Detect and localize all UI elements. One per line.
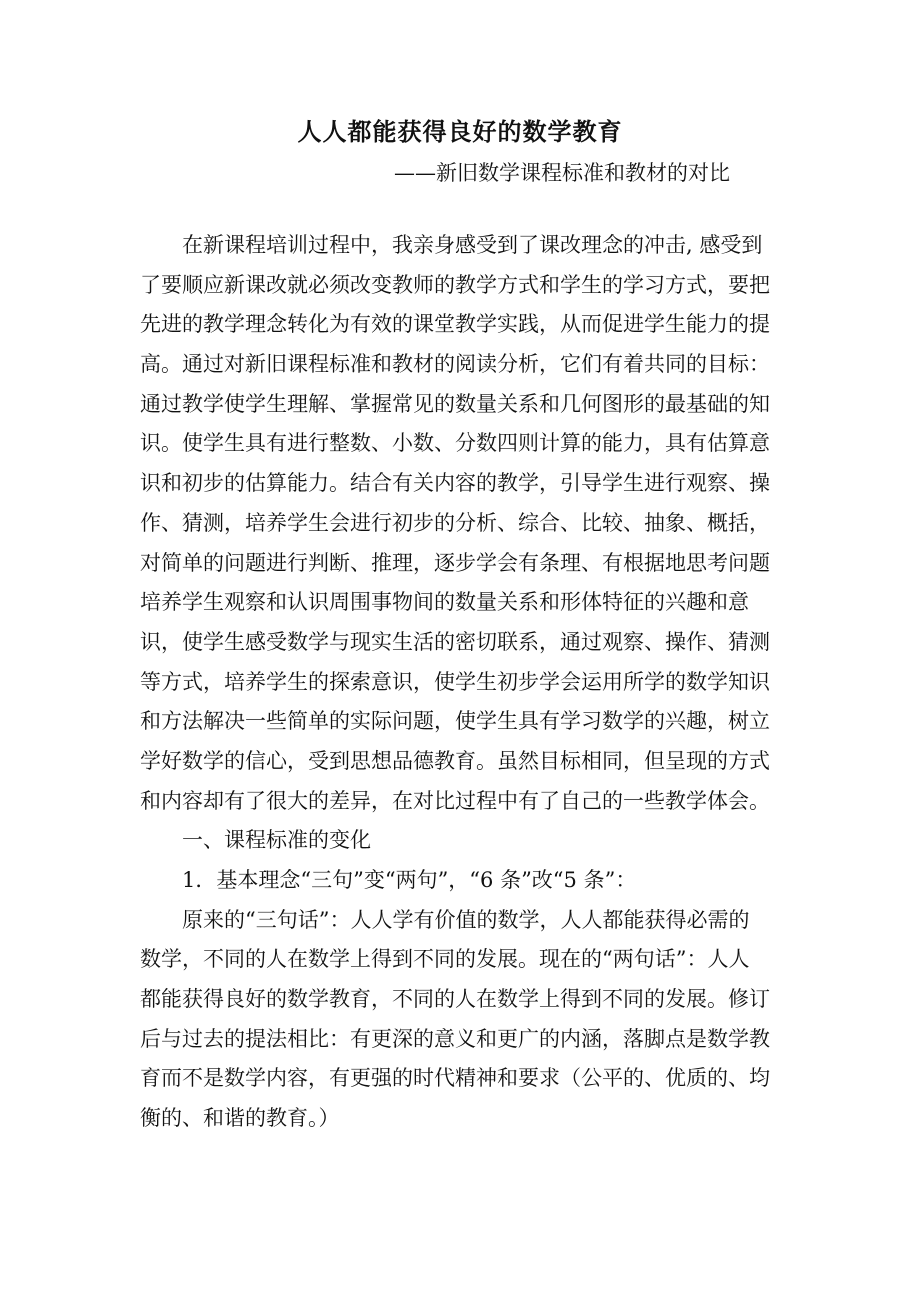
text-line: 学好数学的信心，受到思想品德教育。虽然目标相同，但呈现的方式 bbox=[140, 748, 770, 773]
text-line: 培养学生观察和认识周围事物间的数量关系和形体特征的兴趣和意 bbox=[140, 590, 749, 615]
text-line: 等方式，培养学生的探索意识，使学生初步学会运用所学的数学知识 bbox=[140, 669, 770, 694]
text-line: 对简单的问题进行判断、推理，逐步学会有条理、有根据地思考问题 bbox=[140, 550, 770, 575]
document-body bbox=[140, 226, 795, 1139]
text-line: 识。使学生具有进行整数、小数、分数四则计算的能力，具有估算意 bbox=[140, 431, 770, 456]
text-line: 和方法解决一些简单的实际问题，使学生具有学习数学的兴趣，树立 bbox=[140, 709, 770, 734]
text-line: 后与过去的提法相比：有更深的意义和更广的内涵，落脚点是数学教 bbox=[140, 1026, 770, 1051]
text-line: 和内容却有了很大的差异，在对比过程中有了自己的一些教学体会。 bbox=[140, 788, 770, 813]
text-line: 作、猜测，培养学生会进行初步的分析、综合、比较、抽象、概括， bbox=[140, 510, 770, 535]
text-line: 育而不是数学内容，有更强的时代精神和要求（公平的、优质的、均 bbox=[140, 1066, 770, 1091]
text-line: 识和初步的估算能力。结合有关内容的教学，引导学生进行观察、操 bbox=[140, 471, 770, 496]
text-line: 识，使学生感受数学与现实生活的密切联系，通过观察、操作、猜测 bbox=[140, 629, 770, 654]
text-line: 一、课程标准的变化 bbox=[182, 828, 371, 853]
text-line: 衡的、和谐的教育。） bbox=[140, 1106, 340, 1131]
document-title: 人人都能获得良好的数学教育 bbox=[297, 117, 623, 146]
document-subtitle: ——新旧数学课程标准和教材的对比 bbox=[394, 161, 730, 185]
text-line: 原来的“三句话”：人人学有价值的数学，人人都能获得必需的 bbox=[182, 907, 750, 932]
text-line: 1．基本理念“三句”变“两句”，“6 条”改“5 条”： bbox=[182, 868, 637, 892]
text-line: 高。通过对新旧课程标准和教材的阅读分析，它们有着共同的目标： bbox=[140, 352, 770, 377]
text-line: 了要顺应新课改就必须改变教师的教学方式和学生的学习方式，要把 bbox=[140, 272, 770, 297]
text-line: 都能获得良好的数学教育，不同的人在数学上得到不同的发展。修订 bbox=[140, 987, 770, 1012]
text-line: 通过教学使学生理解、掌握常见的数量关系和几何图形的最基础的知 bbox=[140, 391, 770, 416]
text-line: 数学，不同的人在数学上得到不同的发展。现在的“两句话”：人人 bbox=[140, 947, 750, 972]
text-line: 在新课程培训过程中，我亲身感受到了课改理念的冲击, 感受到 bbox=[182, 233, 763, 257]
text-line: 先进的教学理念转化为有效的课堂教学实践，从而促进学生能力的提 bbox=[140, 312, 770, 337]
